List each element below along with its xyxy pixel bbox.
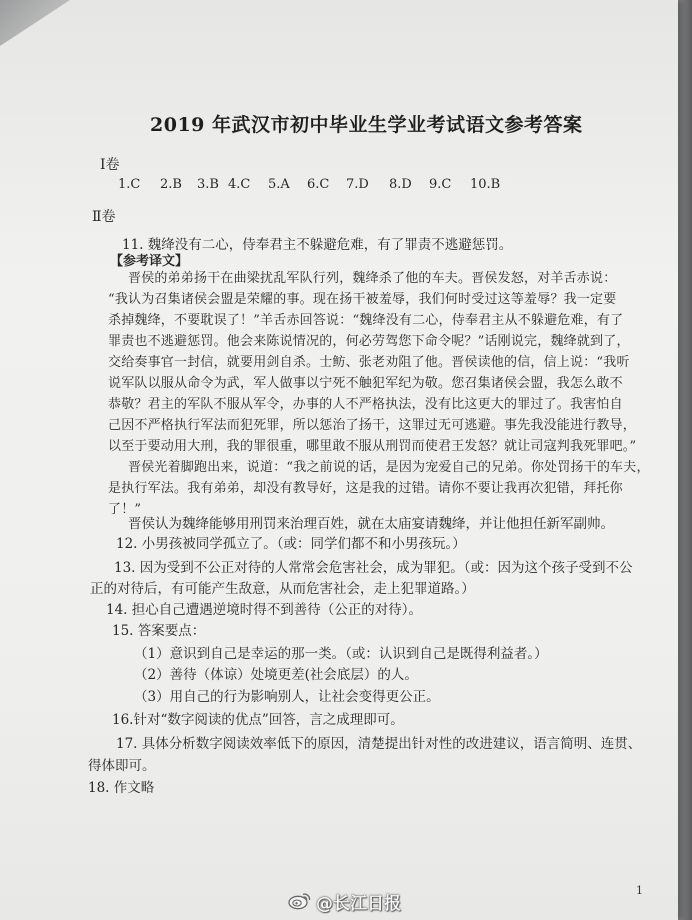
translation-line: 罪责也不逃避惩罚。他会来陈说情况的，何必劳驾您下命令呢？”话刚说完，魏绛就到了， xyxy=(108,334,630,349)
translation-line: 晋侯的弟弟扬干在曲梁扰乱军队行列，魏绛杀了他的车夫。晋侯发怒，对羊舌赤说： xyxy=(128,271,617,286)
answer-item: 6.C xyxy=(307,177,330,192)
answer-11: 11. 魏绛没有二心，侍奉君主不躲避危难，有了罪责不逃避惩罚。 xyxy=(122,237,513,253)
translation-line: 以至于要动用大刑，我的罪很重，哪里敢不服从刑罚而使君王发怒？就让司寇判我死罪吧。” xyxy=(108,439,637,454)
translation-paragraph xyxy=(108,268,650,520)
section-1-label: Ⅰ卷 xyxy=(100,157,120,173)
answer-17-line-2: 得体即可。 xyxy=(88,758,156,774)
answer-15-point: （1）意识到自己是幸运的那一类。（或：认识到自己是既得利益者。） xyxy=(134,646,548,662)
answer-item: 10.B xyxy=(470,177,501,192)
translation-line: 是执行军法。我有弟弟，却没有教导好，这是我的过错。请你不要让我再次犯错，拜托你 xyxy=(108,481,623,496)
answer-item: 7.D xyxy=(346,177,369,192)
answer-item: 2.B xyxy=(160,177,182,192)
answer-18: 18. 作文略 xyxy=(88,780,155,796)
translation-line: 杀掉魏绛，不要耽误了！”羊舌赤回答说：“魏绛没有二心，侍奉君主从不躲避危难，有了 xyxy=(108,313,624,328)
answer-15-heading: 15. 答案要点： xyxy=(112,623,206,639)
watermark-text: @长江日报 xyxy=(316,894,401,914)
answer-17-line-1: 17. 具体分析数字阅读效率低下的原因，清楚提出针对性的改进建议，语言简明、连贯、 xyxy=(116,736,642,752)
translation-line: 晋侯光着脚跑出来，说道：“我之前说的话，是因为宠爱自己的兄弟。你处罚扬干的车夫， xyxy=(128,460,650,475)
weibo-logo-icon xyxy=(288,890,312,914)
translation-line: “我认为召集诸侯会盟是荣耀的事。现在扬干被羞辱，我们何时受过这等羞辱？我一定要 xyxy=(108,292,617,307)
translation-heading: 【参考译文】 xyxy=(110,254,189,269)
document-title: 2019 年武汉市初中毕业生学业考试语文参考答案 xyxy=(150,114,583,136)
answer-15-point: （2）善待（体谅）处境更差(社会底层）的人。 xyxy=(134,667,418,683)
answer-item: 8.D xyxy=(389,177,412,192)
answer-item: 1.C xyxy=(118,177,141,192)
translation-closing: 晋侯认为魏绛能够用刑罚来治理百姓，就在太庙宴请魏绛，并让他担任新军副帅。 xyxy=(128,516,614,532)
answer-13-line-2: 正的对待后，有可能产生敌意，从而危害社会，走上犯罪道路。） xyxy=(90,581,475,597)
desk-background-edge xyxy=(676,0,692,920)
section-2-label: Ⅱ卷 xyxy=(92,209,116,225)
answer-item: 5.A xyxy=(268,177,290,192)
answer-item: 9.C xyxy=(429,177,452,192)
answer-13-line-1: 13. 因为受到不公正对待的人常常会危害社会，成为罪犯。（或：因为这个孩子受到不公 xyxy=(114,560,633,576)
translation-line: 交给奏事官一封信，就要用剑自杀。士鲂、张老劝阻了他。晋侯读他的信，信上说：“我听 xyxy=(108,355,630,370)
desk-background-corner xyxy=(0,0,70,46)
translation-line: 说军队以服从命令为武，军人做事以宁死不触犯军纪为敬。您召集诸侯会盟，我怎么敢不 xyxy=(108,376,623,391)
answer-15-point: （3）用自己的行为影响别人，让社会变得更公正。 xyxy=(134,689,440,705)
watermark xyxy=(288,889,401,914)
translation-line: 己因不严格执行军法而犯死罪，所以惩治了扬干，这罪过无可逃避。事先我没能进行教导， xyxy=(108,418,637,433)
answer-12: 12. 小男孩被同学孤立了。（或：同学们都不和小男孩玩。） xyxy=(116,536,466,552)
answer-14: 14. 担心自己遭遇逆境时得不到善待（公正的对待）。 xyxy=(106,602,423,618)
page-number: 1 xyxy=(636,884,643,897)
translation-line: 了！” xyxy=(108,502,142,517)
answer-item: 4.C xyxy=(228,177,251,192)
multiple-choice-answers xyxy=(0,177,600,197)
translation-line: 恭敬？君主的军队不服从军令，办事的人不严格执法，没有比这更大的罪过了。我害怕自 xyxy=(108,397,623,412)
answer-16: 16.针对“数字阅读的优点”回答，言之成理即可。 xyxy=(112,712,404,728)
answer-item: 3.B xyxy=(197,177,219,192)
